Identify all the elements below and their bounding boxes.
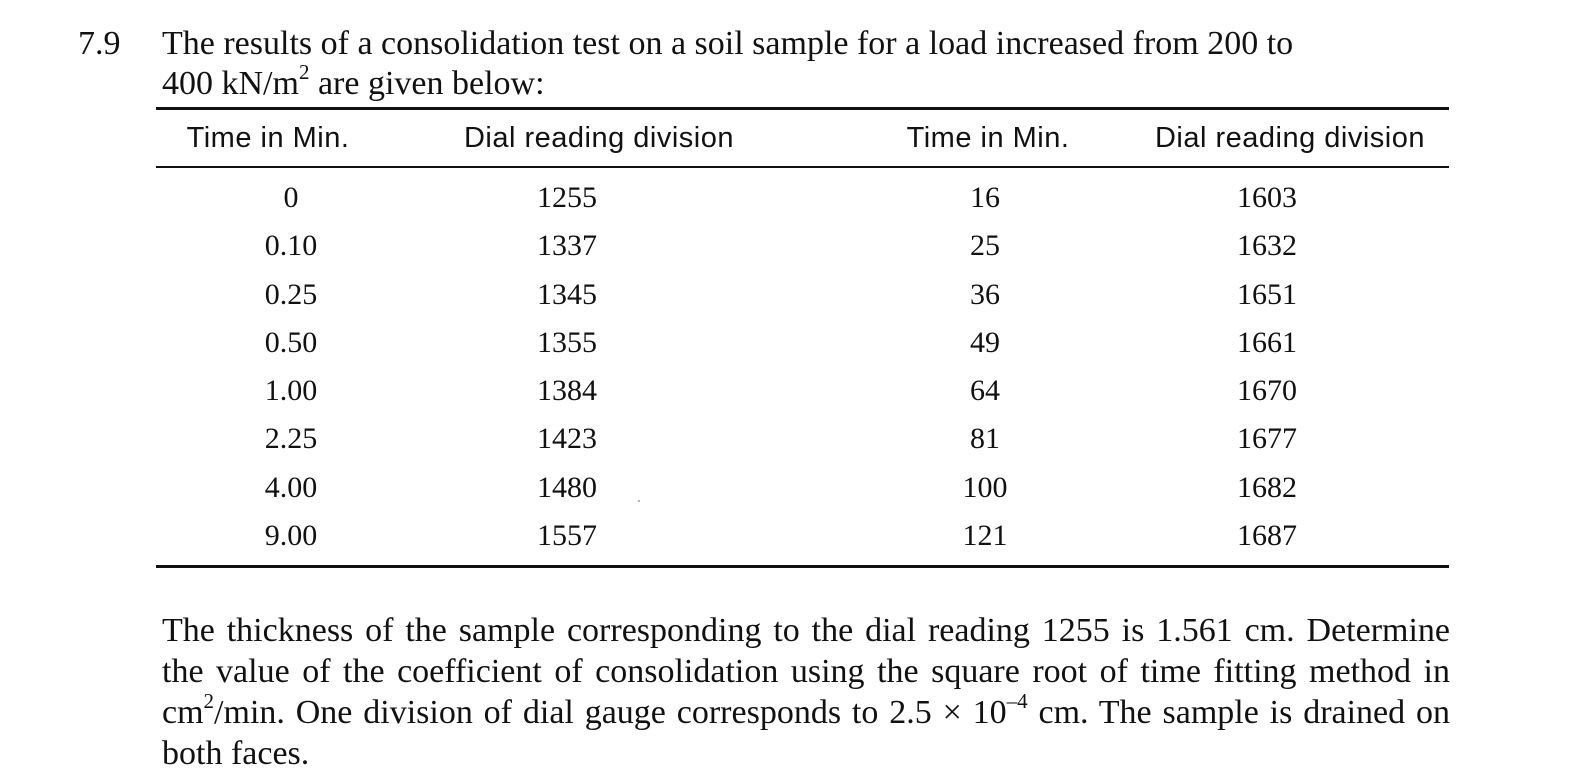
time-cell: 0.25 [264,277,318,311]
dial-cell: 1632 [1237,229,1297,263]
col-header-dial-1: Dial reading division [463,122,735,154]
closing-text-2: /min. One division of dial gauge corresponds to 2.5 × 10 [214,694,1007,731]
problem-intro [162,24,1450,104]
time-cell: 64 [970,374,1000,408]
time-cell: 100 [962,470,1008,504]
dial-cell: 1603 [1237,181,1297,214]
time-cell: 2.25 [264,422,318,456]
table-row [156,466,1449,514]
intro-line-2-text: 400 kN/m [162,65,299,102]
dial-cell: 1687 [1237,519,1297,553]
table-row [156,417,1449,465]
intro-line-1: The results of a consolidation test on a soil sample for a load increased from 200 to [162,25,1294,62]
time-cell: 49 [970,325,1000,359]
time-cell: 0.10 [264,229,318,263]
dial-cell: 1355 [537,325,597,359]
closing-paragraph [162,610,1450,774]
dial-cell: 1337 [537,229,597,263]
intro-line-2-end: are given below: [309,65,545,102]
time-cell: 36 [970,277,1000,311]
col-header-time-2: Time in Min. [906,122,1070,154]
table-row [156,176,1449,224]
time-cell: 0.50 [264,325,318,359]
dial-cell: 1557 [537,519,597,553]
dial-cell: 1670 [1237,374,1297,408]
time-cell: 9.00 [264,519,318,553]
problem-number: 7.9 [78,25,121,62]
time-cell: 0 [283,181,299,214]
table-row [156,224,1449,272]
time-cell: 4.00 [264,470,318,504]
dial-cell: 1651 [1237,277,1297,311]
superscript-minus-4: –4 [1006,688,1028,713]
time-cell: 81 [970,422,1000,456]
dial-cell: 1480 [537,470,597,504]
table-row [156,321,1449,369]
dial-cell: 1661 [1237,325,1297,359]
closing-text-3: cm. The sample is drained on both faces. [162,694,1451,772]
superscript-2: 2 [298,59,310,84]
superscript-2: 2 [203,688,215,713]
time-cell: 25 [970,229,1000,263]
dial-cell: 1677 [1237,422,1297,456]
time-cell: 16 [970,181,1000,214]
dial-cell: 1255 [537,181,597,214]
time-cell: 1.00 [264,374,318,408]
table-header-rule [156,166,1449,168]
col-header-time-1: Time in Min. [186,122,350,154]
scan-speck [638,500,640,502]
table-row [156,369,1449,417]
dial-cell: 1682 [1237,470,1297,504]
time-cell: 121 [962,519,1008,553]
col-header-dial-2: Dial reading division [1154,122,1426,154]
dial-cell: 1345 [537,277,597,311]
dial-cell: 1423 [537,422,597,456]
table-row [156,514,1449,562]
dial-cell: 1384 [537,374,597,408]
table-body [156,176,1449,562]
table-row [156,273,1449,321]
table-bottom-rule [156,565,1449,568]
table-top-rule [156,107,1449,110]
closing-text-1: The thickness of the sample corresponding to the dial reading 1255 is 1.561 cm. Determine the value of the coefficient of consolidation using the square root of time fitting method in cm [162,612,1450,731]
